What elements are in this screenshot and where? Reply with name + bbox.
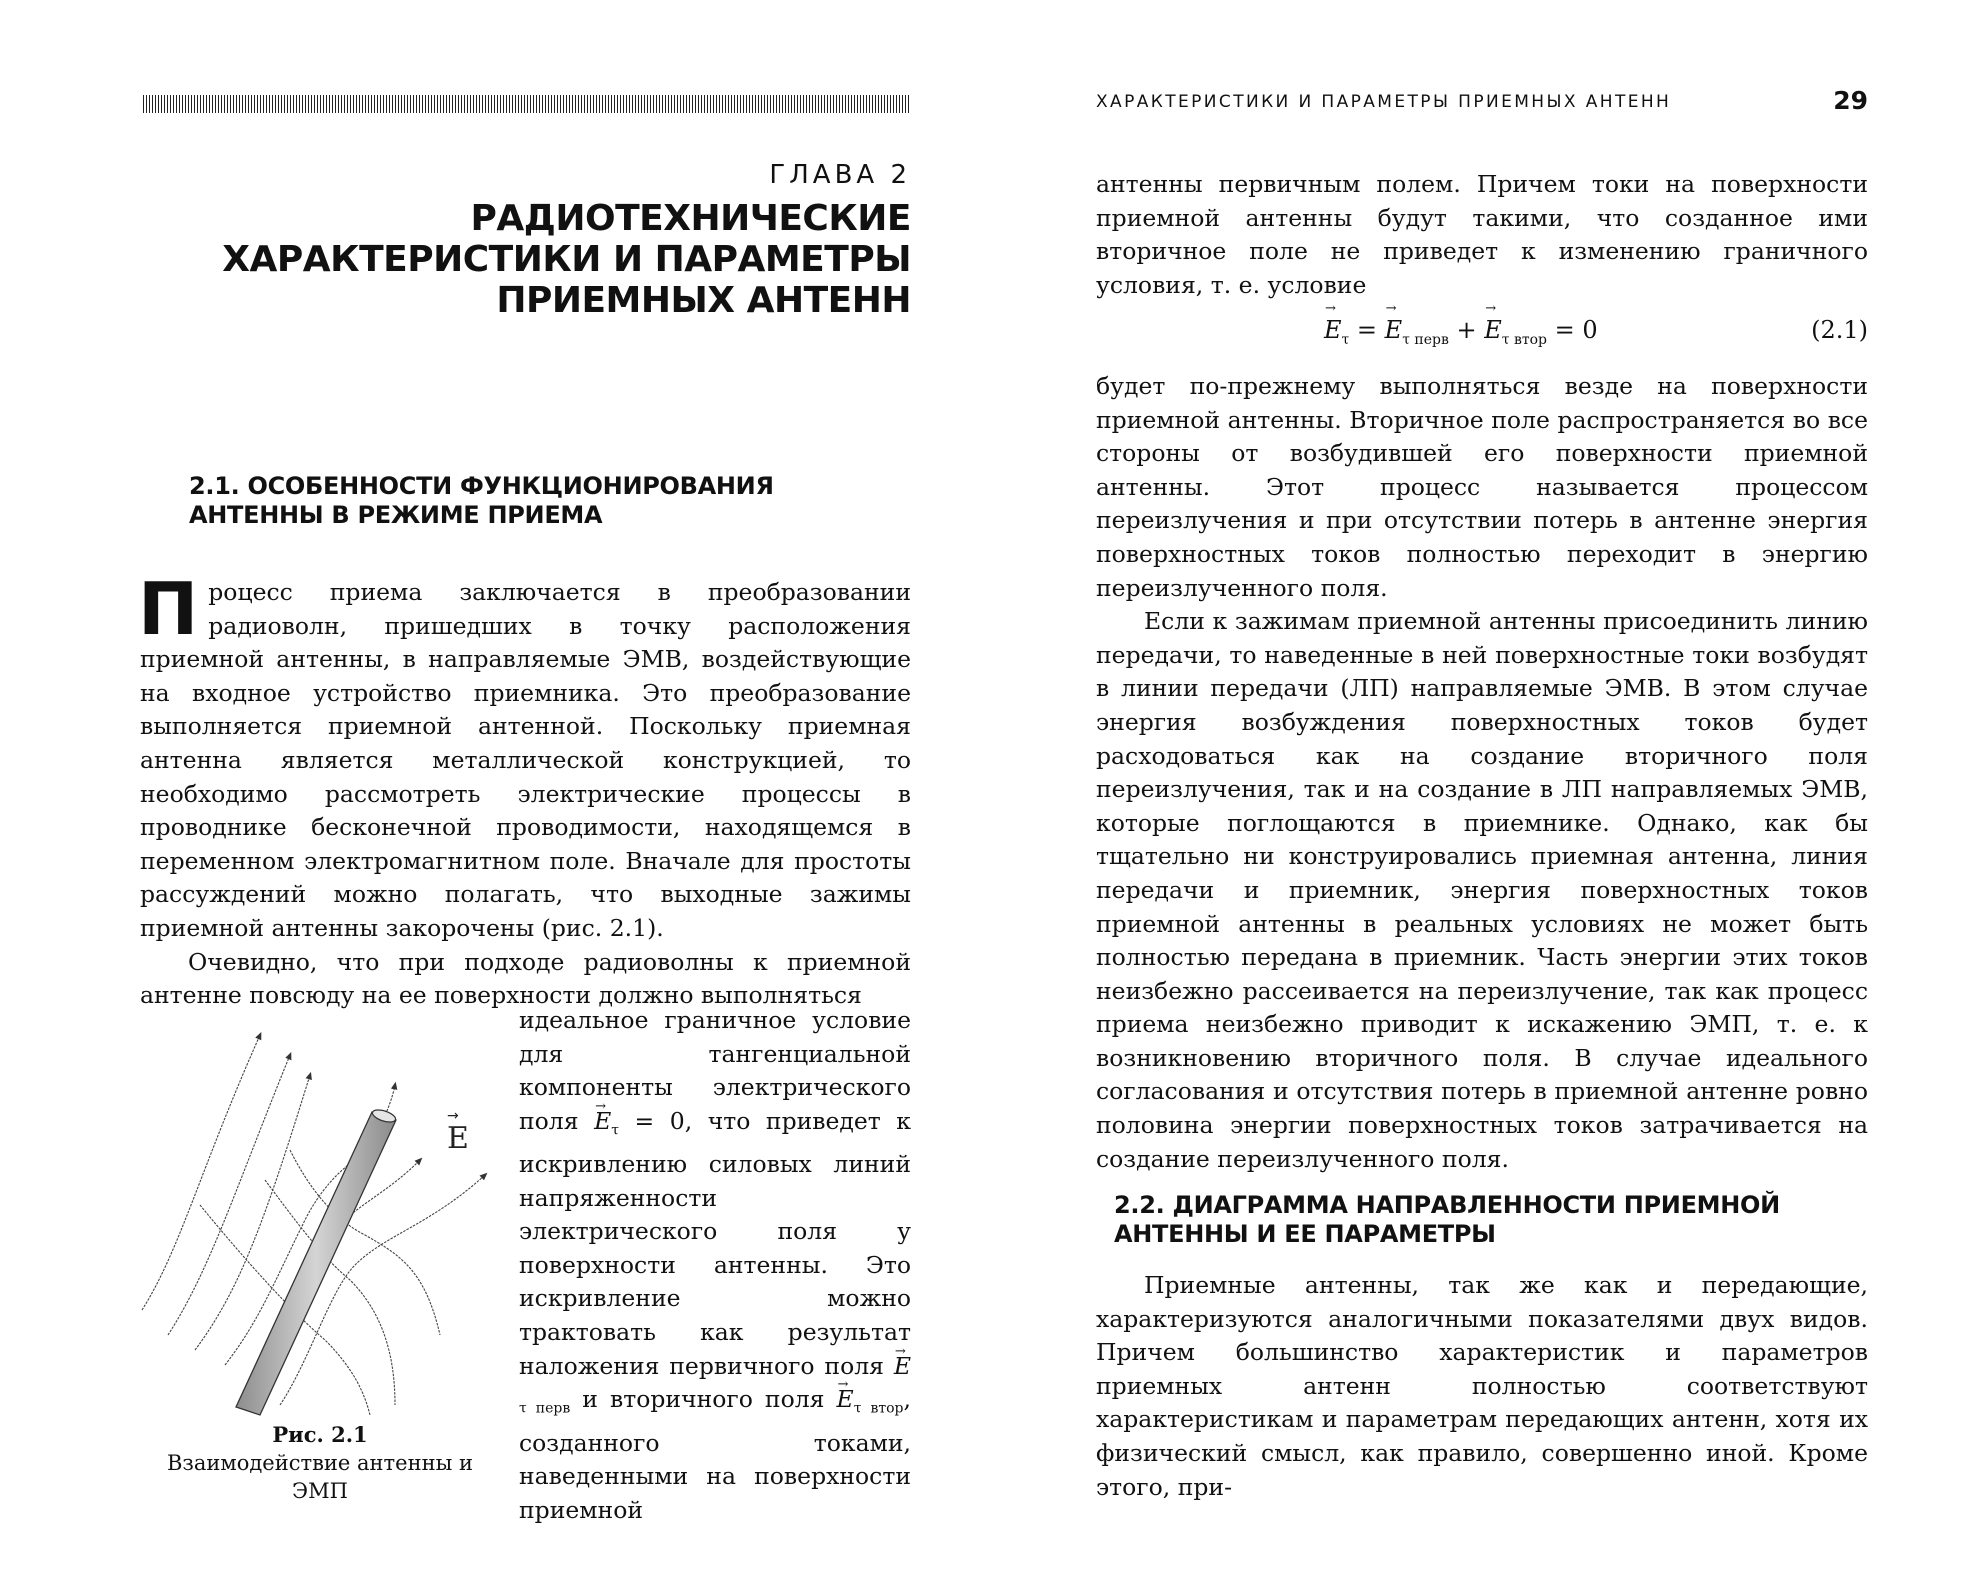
paragraph-text: роцесс приема заключается в преобразовании радиоволн, пришедших в точку расположения приемной антенны, в направляемые ЭМВ, воздействующие на входное устройство приемника. Это преобразование выполняется приемной антенной. Поскольку приемная антенна является металлической конструкцией, то необходимо рассмотреть электрические процессы в проводнике бесконечной проводимости, находящемся в переменном электромагнитном поле. Вначале для простоты рассуждений можно полагать, что выходные зажимы приемной антенны закорочены (рис. 2.1).	[140, 578, 911, 942]
text-run: , созданного токами, наведенными на поверхности приемной	[519, 1385, 911, 1524]
vector-symbol: → E	[1324, 316, 1342, 344]
subscript: τ	[611, 1122, 620, 1139]
subscript: τ перв	[519, 1400, 571, 1417]
figure-caption	[140, 1421, 500, 1505]
equals-sign: =	[1356, 316, 1378, 344]
chapter-title	[211, 198, 911, 321]
subscript: τ втор	[853, 1400, 904, 1417]
field-vector-label: E	[447, 1121, 469, 1156]
chapter-title-line: ХАРАКТЕРИСТИКИ И ПАРАМЕТРЫ	[222, 239, 911, 280]
antenna-field-diagram	[140, 1020, 500, 1420]
field-line	[168, 1055, 290, 1335]
section-heading-2-2	[1114, 1191, 1854, 1249]
paragraph	[519, 1004, 911, 1527]
page-number: 29	[1833, 86, 1868, 115]
chapter-title-line: ПРИЕМНЫХ АНТЕНН	[496, 280, 911, 321]
subscript: τ втор	[1501, 331, 1547, 348]
text-run: и вторичного поля	[582, 1385, 825, 1414]
drop-cap: П	[138, 567, 199, 651]
vector-symbol: → E	[594, 1105, 611, 1139]
chapter-title-line: РАДИОТЕХНИЧЕСКИЕ	[470, 198, 911, 239]
vector-symbol: → E	[837, 1383, 854, 1417]
right-middle-text	[1096, 370, 1868, 1176]
text-run: что приведет к искривлению силовых линий напряженности электрического поля у поверхности антенны. Это искривление можно трактовать как результат наложения первичного поля	[519, 1106, 911, 1380]
paragraph: Приемные антенны, так же как и передающие, характеризуются аналогичными показателями двух видов. Причем большинство характеристик и параметров приемных антенн полностью соответствуют характеристикам и параметрам передающих антенн, хотя их физический смысл, как правило, совершенно иной. Кроме этого, при-	[1096, 1271, 1868, 1501]
vector-symbol: → E	[1484, 316, 1502, 344]
equation-number: (2.1)	[1811, 316, 1868, 344]
figure-caption-text: Взаимодействие антенны и ЭМП	[167, 1451, 473, 1503]
chapter-label: ГЛАВА 2	[769, 160, 911, 190]
text-run: идеальное граничное условие для тангенциальной компоненты электрического поля	[519, 1006, 911, 1135]
paragraph: Очевидно, что при подходе радиоволны к приемной антенне повсюду на ее поверхности должно выполняться	[140, 947, 911, 1010]
equation-rhs: = 0	[1554, 316, 1598, 344]
equation-body	[1324, 316, 1598, 348]
section-heading-line: АНТЕННЫ В РЕЖИМЕ ПРИЕМА	[189, 501, 603, 529]
subscript: τ	[1341, 331, 1350, 348]
header-rule	[143, 95, 911, 113]
paragraph	[138, 567, 911, 946]
vector-symbol: → E	[1385, 316, 1403, 344]
left-intro-text	[138, 567, 911, 1013]
figure-antenna-field	[140, 1020, 500, 1420]
right-page	[984, 0, 1968, 1576]
right-bottom-text	[1096, 1269, 1868, 1504]
paragraph: Если к зажимам приемной антенны присоединить линию передачи, то наведенные в ней поверхностные токи возбудят в линии передачи (ЛП) направляемые ЭМВ. В этом случае энергия возбуждения поверхностных токов будет расходоваться как на создание вторичного поля переизлучения, так и на создание в ЛП направляемых ЭМВ, которые поглощаются в приемнике. Однако, как бы тщательно ни конструировались приемная антенна, линия передачи и приемник, энергия поверхностных токов приемной антенны в реальных условиях не может быть полностью передана в приемник. Часть энергии этих токов неизбежно рассеивается на переизлучение, так как процесс приема неизбежно приводит к искажению ЭМП, т. е. к возникновению вторичного поля. В случае идеального согласования и отсутствия потерь в приемной антенне ровно половина энергии поверхностных токов затрачивается на создание переизлученного поля.	[1096, 607, 1868, 1173]
section-heading-2-1	[189, 472, 909, 530]
section-heading-line: АНТЕННЫ И ЕЕ ПАРАМЕТРЫ	[1114, 1220, 1496, 1248]
arrow-icon: →	[447, 1108, 459, 1124]
section-heading-line: 2.1. ОСОБЕННОСТИ ФУНКЦИОНИРОВАНИЯ	[189, 472, 774, 500]
figure-number: Рис. 2.1	[272, 1422, 368, 1447]
plus-sign: +	[1456, 316, 1477, 344]
text-run: = 0,	[619, 1106, 693, 1135]
wrapped-text	[519, 1004, 911, 1527]
equation-2-1	[1096, 316, 1868, 356]
paragraph: антенны первичным полем. Причем токи на поверхности приемной антенны будут такими, что созданное ими вторичное поле не приведет к изменению граничного условия, т. е. условие	[1096, 170, 1868, 299]
vector-symbol: → E	[894, 1350, 911, 1384]
antenna-rod	[236, 1108, 397, 1415]
running-head: ХАРАКТЕРИСТИКИ И ПАРАМЕТРЫ ПРИЕМНЫХ АНТЕНН	[1096, 92, 1672, 112]
paragraph: будет по-прежнему выполняться везде на поверхности приемной антенны. Вторичное поле распространяется во все стороны от возбудившей его поверхности приемной антенны. Этот процесс называется процессом переизлучения и при отсутствии потерь в антенне энергия поверхностных токов полностью переходит в энергию переизлученного поля.	[1096, 372, 1868, 602]
subscript: τ перв	[1402, 331, 1449, 348]
right-top-text	[1096, 168, 1868, 302]
section-heading-line: 2.2. ДИАГРАММА НАПРАВЛЕННОСТИ ПРИЕМНОЙ	[1114, 1191, 1780, 1219]
